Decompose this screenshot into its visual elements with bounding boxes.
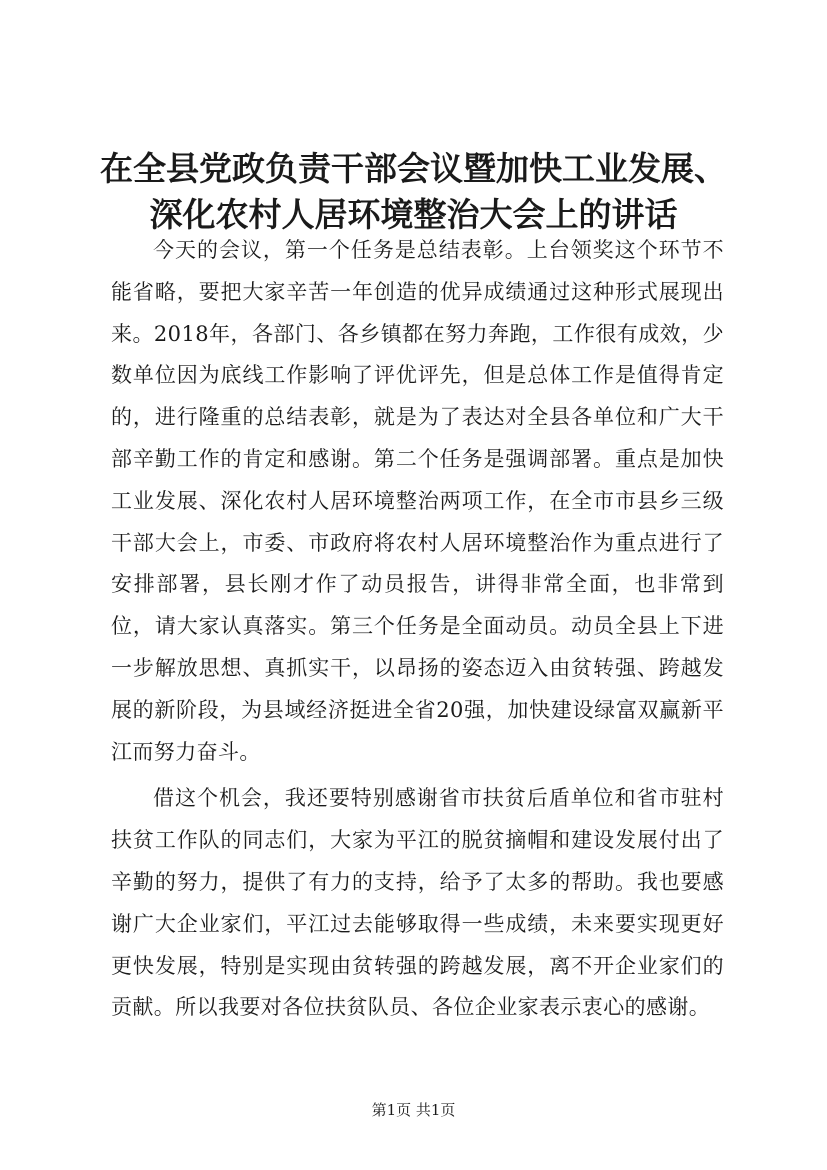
paragraph: 今天的会议，第一个任务是总结表彰。上台领奖这个环节不能省略，要把大家辛苦一年创造的优异成绩通过这种形式展现出来。2018年，各部门、各乡镇都在努力奔跑，工作很有成效，少数单位因为底线工作影响了评优评先，但是总体工作是值得肯定的，进行隆重的总结表彰，就是为了表达对全县各单位和广大干部辛勤工作的肯定和感谢。第二个任务是强调部署。重点是加快工业发展、深化农村人居环境整治两项工作，在全市市县乡三级干部大会上，市委、市政府将农村人居环境整治作为重点进行了安排部署，县长刚才作了动员报告，讲得非常全面，也非常到位，请大家认真落实。第三个任务是全面动员。动员全县上下进一步解放思想、真抓实干，以昂扬的姿态迈入由贫转强、跨越发展的新阶段，为县域经济挺进全省20强，加快建设绿富双赢新平江而努力奋斗。	[111, 238, 724, 764]
paragraph: 借这个机会，我还要特别感谢省市扶贫后盾单位和省市驻村扶贫工作队的同志们，大家为平江的脱贫摘帽和建设发展付出了辛勤的努力，提供了有力的支持，给予了太多的帮助。我也要感谢广大企业家们，平江过去能够取得一些成绩，未来要实现更好更快发展，特别是实现由贫转强的跨越发展，离不开企业家们的贡献。所以我要对各位扶贫队员、各位企业家表示衷心的感谢。	[111, 786, 724, 1020]
document-title: 在全县党政负责干部会议暨加快工业发展、深化农村人居环境整治大会上的讲话	[100, 149, 727, 234]
document-body	[111, 230, 724, 1029]
page-number-footer: 第1页 共1页	[371, 1101, 456, 1119]
